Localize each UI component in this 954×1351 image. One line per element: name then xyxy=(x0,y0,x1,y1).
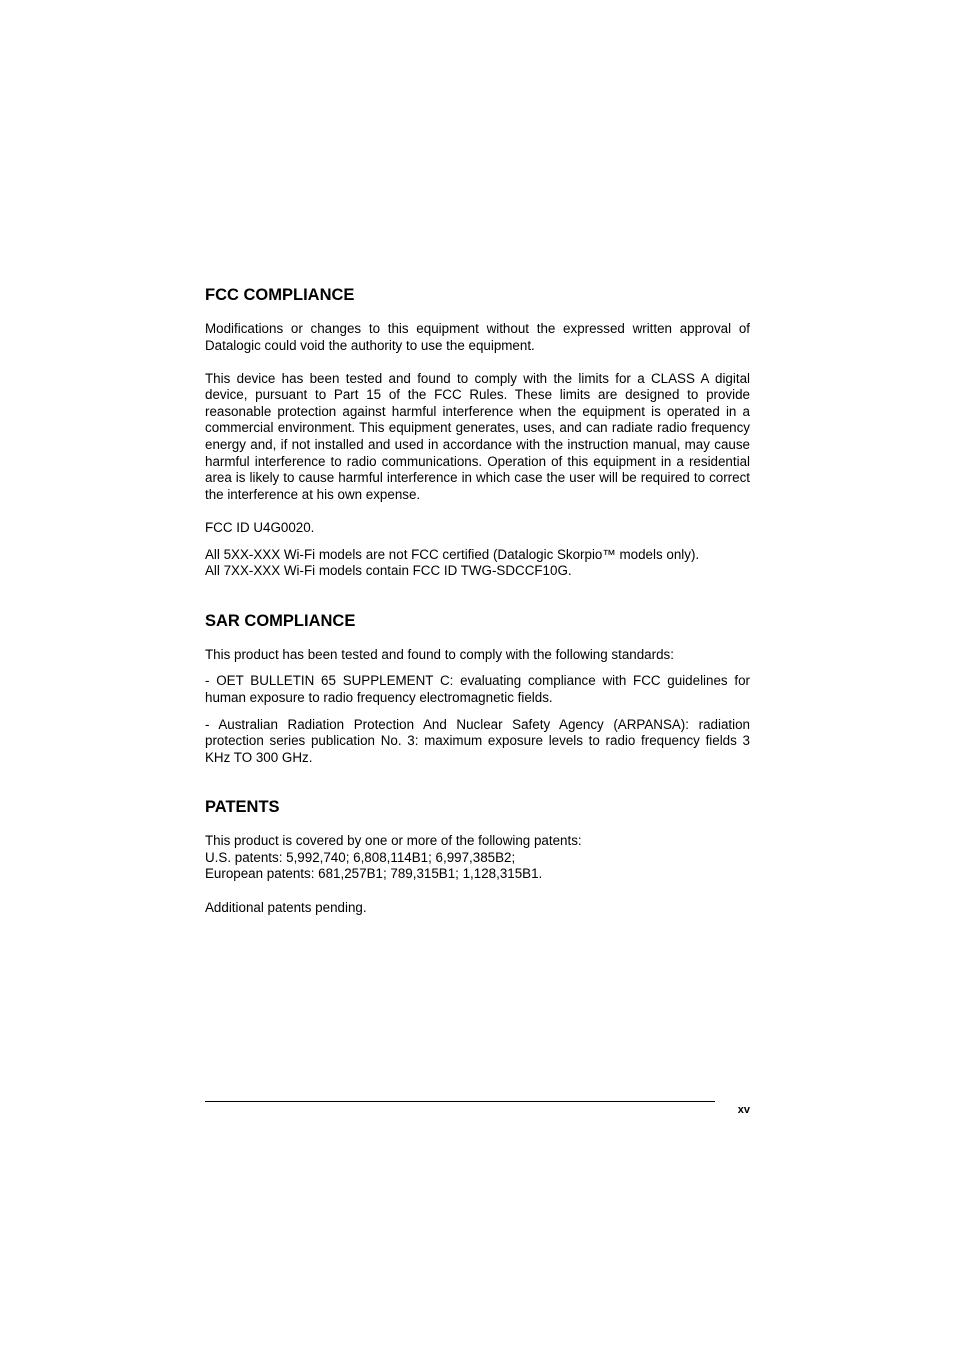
fcc-modifications-paragraph: Modifications or changes to this equipment without the expressed written approval of Datalogic could void the authority to use the equipment. xyxy=(205,321,750,353)
fcc-id-paragraph: FCC ID U4G0020. xyxy=(205,519,315,535)
patents-pending-paragraph: Additional patents pending. xyxy=(205,899,367,915)
sar-arpansa-paragraph: - Australian Radiation Protection And Nuclear Safety Agency (ARPANSA): radiation protection series publication No. 3: maximum exposure levels to radio frequency fields 3 KHz TO 300 GHz. xyxy=(205,716,750,765)
sar-oet-paragraph: - OET BULLETIN 65 SUPPLEMENT C: evaluating compliance with FCC guidelines for human exposure to radio frequency electromagnetic fields. xyxy=(205,673,750,705)
section-heading-patents: PATENTS xyxy=(205,798,280,817)
section-heading-fcc: FCC COMPLIANCE xyxy=(205,286,355,304)
patents-list-paragraph xyxy=(205,833,750,883)
page-number: xv xyxy=(737,1104,750,1116)
document-body xyxy=(205,285,750,916)
section-heading-sar: SAR COMPLIANCE xyxy=(205,611,356,630)
patents-section xyxy=(205,797,750,916)
sar-compliance-section xyxy=(205,611,750,767)
sar-intro-paragraph: This product has been tested and found to comply with the following standards: xyxy=(205,646,674,662)
fcc-wifi-line-5xx: All 5XX-XXX Wi-Fi models are not FCC certified (Datalogic Skorpio™ models only). xyxy=(205,546,700,562)
patents-us-line: U.S. patents: 5,992,740; 6,808,114B1; 6,997,385B2; xyxy=(205,849,516,865)
fcc-wifi-paragraph xyxy=(205,547,750,580)
footer-divider xyxy=(205,1101,715,1102)
fcc-compliance-section xyxy=(205,285,750,580)
patents-intro-line: This product is covered by one or more of the following patents: xyxy=(205,833,582,849)
fcc-wifi-line-7xx: All 7XX-XXX Wi-Fi models contain FCC ID TWG-SDCCF10G. xyxy=(205,563,572,579)
fcc-class-a-paragraph: This device has been tested and found to comply with the limits for a CLASS A digital device, pursuant to Part 15 of the FCC Rules. These limits are designed to provide reasonable protection against harmful interference when the equipment is operated in a commercial environment. This equipment generates, uses, and can radiate radio frequency energy and, if not installed and used in accordance with the instruction manual, may cause harmful interference to radio communications. Operation of this equipment in a residential area is likely to cause harmful interference in which case the user will be required to correct the interference at his own expense. xyxy=(205,370,750,502)
patents-european-line: European patents: 681,257B1; 789,315B1; 1,128,315B1. xyxy=(205,866,543,882)
